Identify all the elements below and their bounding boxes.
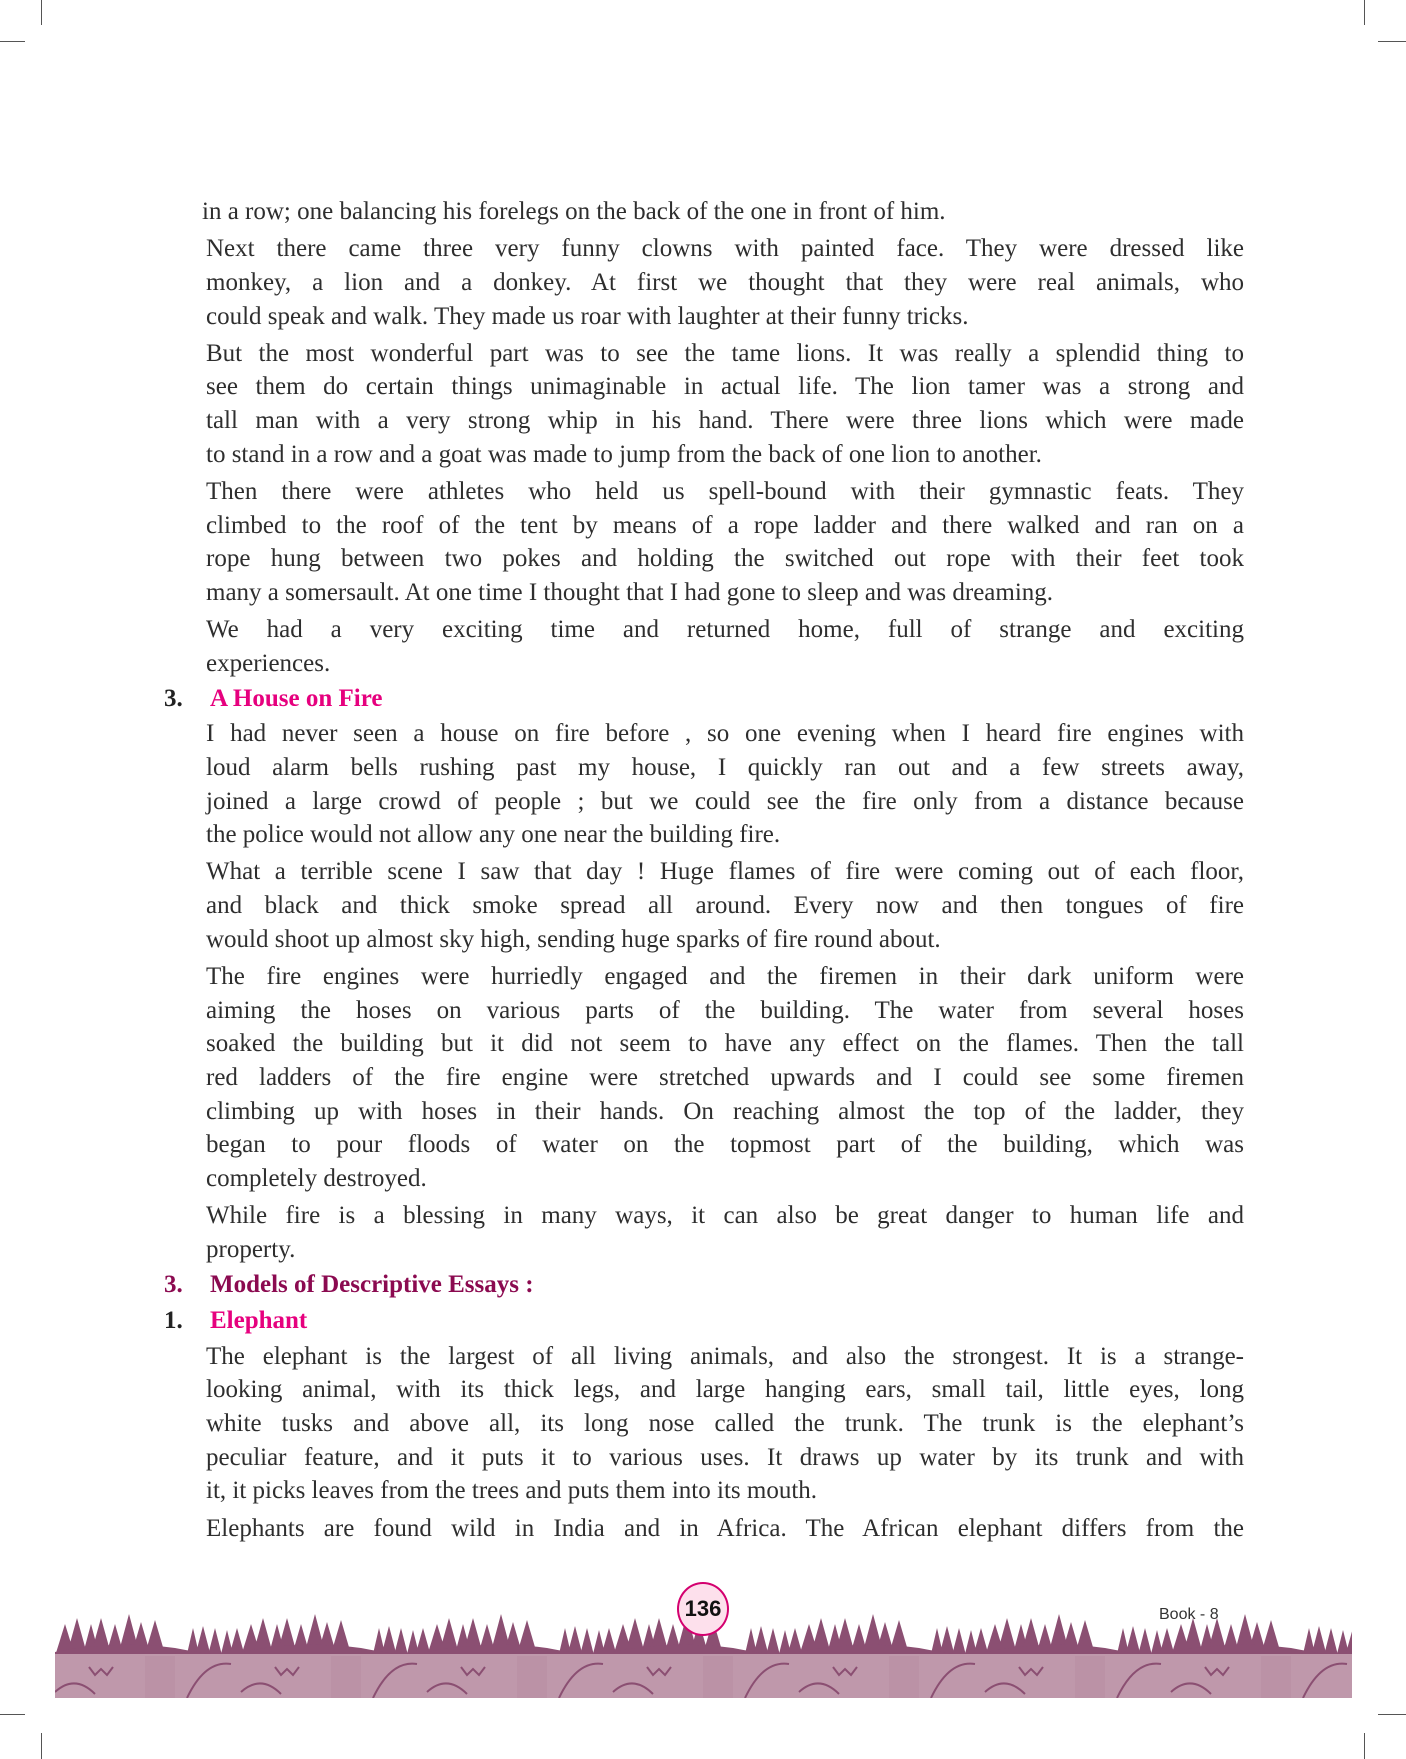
tree-icon xyxy=(1324,1628,1337,1654)
text-line: completely destroyed. xyxy=(206,1165,427,1193)
paragraph xyxy=(206,613,1244,680)
crop-mark xyxy=(0,1714,25,1715)
crop-mark xyxy=(1378,41,1406,42)
text-line: Elephants are found wild in India and in Africa. The African elephant differs from the xyxy=(206,1514,1244,1542)
text-line: to stand in a row and a goat was made to jump from the back of one lion to another. xyxy=(206,440,1042,468)
ground-shade xyxy=(517,1656,547,1698)
text-line: We had a very exciting time and returned home, full of strange and exciting xyxy=(206,616,1244,644)
crop-mark xyxy=(41,1733,42,1759)
section-heading-house-on-fire xyxy=(164,681,1244,718)
text-line: But the most wonderful part was to see the tame lions. It was really a splendid thing to xyxy=(206,339,1244,367)
text-line: The elephant is the largest of all living animals, and also the strongest. It is a strange- xyxy=(206,1342,1244,1370)
heading-title: Models of Descriptive Essays : xyxy=(210,1270,534,1298)
elephant-essay xyxy=(164,1340,1244,1546)
paragraph xyxy=(206,337,1244,472)
tree-icon xyxy=(208,1628,221,1654)
text-line: see them do certain things unimaginable in actual life. The lion tamer was a strong and xyxy=(206,373,1244,401)
heading-number: 3. xyxy=(164,1270,183,1298)
tree-icon xyxy=(974,1628,989,1654)
tree-icon xyxy=(1160,1628,1175,1654)
paragraph xyxy=(206,1512,1244,1546)
tree-icon xyxy=(196,1626,211,1654)
tree-icon xyxy=(382,1626,397,1654)
text-line: the police would not allow any one near the building fire. xyxy=(206,821,781,849)
text-line: and black and thick smoke spread all around. Every now and then tongues of fire xyxy=(206,892,1244,920)
section-heading-elephant xyxy=(164,1303,1244,1340)
text-line: While fire is a blessing in many ways, it can also be great danger to human life and xyxy=(206,1202,1244,1230)
ground-shade xyxy=(331,1656,361,1698)
heading-number: 3. xyxy=(164,684,183,712)
ground-shade xyxy=(889,1656,919,1698)
text-line: could speak and walk. They made us roar with laughter at their funny tricks. xyxy=(206,302,969,330)
heading-title: Elephant xyxy=(210,1307,308,1335)
tree-icon xyxy=(754,1626,769,1654)
paragraph xyxy=(206,1199,1244,1266)
text-line: monkey, a lion and a donkey. At first we thought that they were real animals, who xyxy=(206,268,1244,296)
text-line: property. xyxy=(206,1235,296,1263)
text-line: The fire engines were hurriedly engaged and the firemen in their dark uniform were xyxy=(206,962,1244,990)
text-line: white tusks and above all, its long nose called the trunk. The trunk is the elephant’s xyxy=(206,1410,1244,1437)
paragraph xyxy=(206,717,1244,852)
tree-icon xyxy=(230,1628,245,1654)
heading-title: A House on Fire xyxy=(210,684,383,712)
text-line: Next there came three very funny clowns with painted face. They were dressed like xyxy=(206,235,1244,263)
text-line: Then there were athletes who held us spell-bound with their gymnastic feats. They xyxy=(206,478,1244,505)
tree-icon xyxy=(788,1628,803,1654)
paragraph xyxy=(206,232,1244,333)
heading-number: 1. xyxy=(164,1307,183,1335)
paragraph xyxy=(206,475,1244,610)
ground-shade xyxy=(1075,1656,1105,1698)
text-line: began to pour floods of water on the topmost part of the building, which was xyxy=(206,1131,1244,1159)
crop-mark xyxy=(1364,0,1365,25)
tree-icon xyxy=(940,1626,955,1654)
paragraph xyxy=(206,1340,1244,1508)
text-line: looking animal, with its thick legs, and large hanging ears, small tail, little eyes, long xyxy=(206,1376,1244,1404)
paragraph xyxy=(206,960,1244,1196)
text-line: What a terrible scene I saw that day ! Huge flames of fire were coming out of each floor, xyxy=(206,858,1244,886)
text-line: experiences. xyxy=(206,649,331,677)
paragraph xyxy=(202,195,1244,229)
text-line: climbing up with hoses in their hands. On reaching almost the top of the ladder, they xyxy=(206,1097,1244,1125)
page-number-badge: 136 xyxy=(677,1582,729,1636)
text-line: soaked the building but it did not seem to have any effect on the flames. Then the tall xyxy=(206,1030,1244,1058)
house-on-fire-essay xyxy=(164,717,1244,1267)
crop-mark xyxy=(0,41,25,42)
ground-shade xyxy=(145,1656,175,1698)
text-line: peculiar feature, and it puts it to various uses. It draws up water by its trunk and with xyxy=(206,1443,1244,1471)
text-line: I had never seen a house on fire before , so one evening when I heard fire engines with xyxy=(206,720,1244,748)
text-line: aiming the hoses on various parts of the building. The water from several hoses xyxy=(206,996,1244,1024)
circus-essay-continuation xyxy=(164,195,1244,681)
tree-icon xyxy=(416,1628,431,1654)
tree-icon xyxy=(568,1626,583,1654)
text-line: would shoot up almost sky high, sending huge sparks of fire round about. xyxy=(206,925,941,953)
tree-icon xyxy=(602,1628,617,1654)
tree-icon xyxy=(766,1628,779,1654)
tree-icon xyxy=(1126,1626,1141,1654)
crop-mark xyxy=(41,0,42,25)
ground-shade xyxy=(1261,1656,1291,1698)
text-line: many a somersault. At one time I thought that I had gone to sleep and was dreaming. xyxy=(206,579,1054,607)
tree-icon xyxy=(952,1628,965,1654)
tree-icon xyxy=(1312,1626,1327,1654)
text-line: red ladders of the fire engine were stretched upwards and I could see some firemen xyxy=(206,1064,1244,1091)
text-line: climbed to the roof of the tent by means of a rope ladder and there walked and ran on a xyxy=(206,511,1244,539)
text-line: joined a large crowd of people ; but we could see the fire only from a distance because xyxy=(206,787,1244,815)
tree-icon xyxy=(1138,1628,1151,1654)
book-label: Book - 8 xyxy=(1159,1606,1219,1623)
text-line: loud alarm bells rushing past my house, I quickly ran out and a few streets away, xyxy=(206,753,1244,781)
tree-icon xyxy=(394,1628,407,1654)
paragraph xyxy=(206,855,1244,956)
text-line: in a row; one balancing his forelegs on the back of the one in front of him. xyxy=(202,198,946,225)
ground-shade xyxy=(703,1656,733,1698)
crop-mark xyxy=(1364,1733,1365,1759)
text-line: it, it picks leaves from the trees and puts them into its mouth. xyxy=(206,1477,818,1505)
tree-icon xyxy=(580,1628,593,1654)
text-line: rope hung between two pokes and holding the switched out rope with their feet took xyxy=(206,545,1244,573)
page-content xyxy=(164,195,1244,1545)
crop-mark xyxy=(1378,1714,1406,1715)
section-heading-descriptive-essays xyxy=(164,1267,1244,1304)
text-line: tall man with a very strong whip in his hand. There were three lions which were made xyxy=(206,407,1244,435)
